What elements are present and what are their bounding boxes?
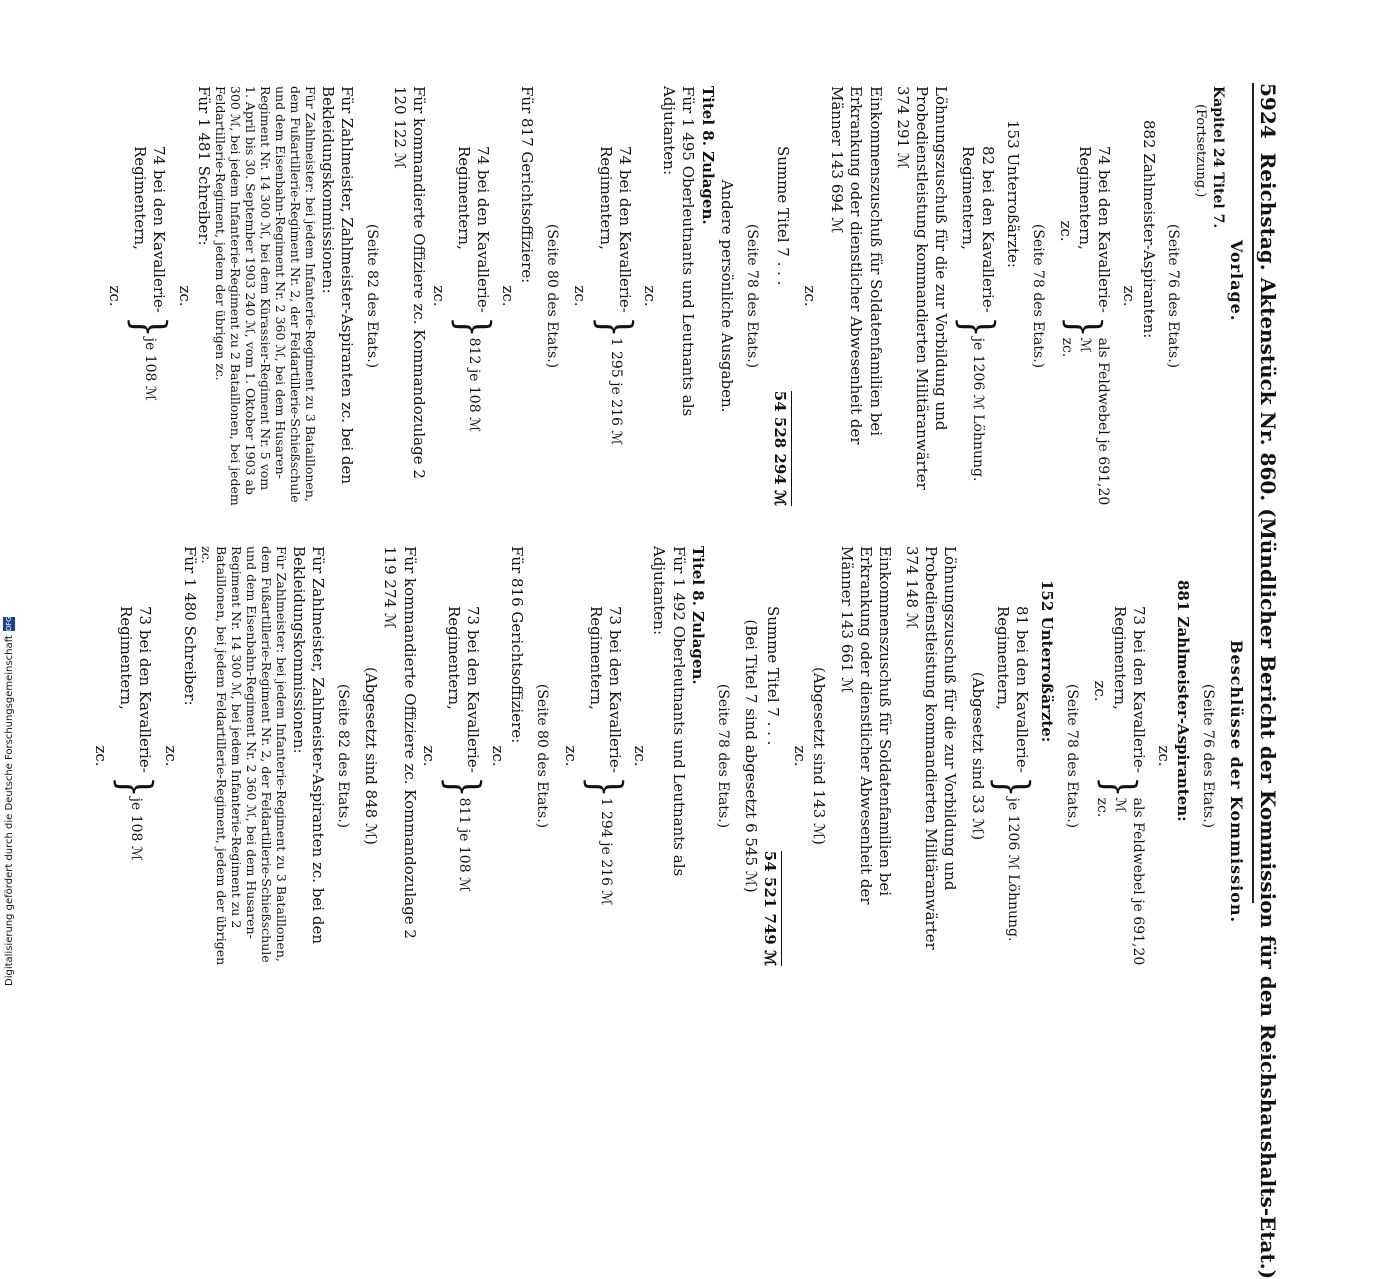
sum-value: 54 521 749 ℳ [760, 851, 782, 966]
brace: } [446, 316, 499, 338]
etc: zc. [419, 745, 438, 767]
page-ref: (Seite 78 des Etats.) [1029, 223, 1046, 369]
bracket-entry [1056, 86, 1114, 506]
page-title: Reichstag. Aktenstück Nr. 860. (Mündlicher Bericht der Kommission für den Reichshaushalts-Etat.) [1256, 152, 1280, 1279]
section-heading: Andere persönliche Ausgaben. [717, 179, 736, 413]
entry-text: Für Zahlmeister, Zahlmeister-Aspiranten zc. bei den Bekleidungskommissionen: [318, 86, 357, 485]
etc: zc. [1056, 220, 1075, 242]
bracket-entry [436, 546, 489, 966]
etc: zc. [106, 285, 124, 307]
brace: } [588, 316, 641, 338]
page-number: 5924 [1256, 83, 1280, 139]
brace: } [436, 776, 489, 798]
page-ref: (Seite 80 des Etats.) [544, 223, 561, 369]
titel-heading: Titel 8. Zulagen. [688, 546, 707, 685]
entry-lhs: 74 bei den Kavallerie-Regimentern, [131, 146, 169, 313]
etc: zc. [561, 745, 580, 767]
etc: zc. [161, 745, 180, 767]
entry-lhs: 73 bei den Kavallerie-Regimentern, [586, 606, 624, 773]
etc: zc. [175, 285, 194, 307]
etc: zc. [641, 285, 659, 307]
page-ref: (Seite 78 des Etats.) [1064, 683, 1081, 829]
page-header [1252, 83, 1280, 1279]
entry-rhs: 1 294 je 216 ℳ [597, 797, 614, 906]
sum-row [770, 86, 792, 506]
entry-rhs: 811 je 108 ℳ [455, 797, 472, 893]
entry-lhs: 73 bei den Kavallerie-Regimentern, [117, 606, 155, 773]
etc: zc. [499, 285, 518, 307]
etc: zc. [1059, 337, 1076, 358]
entry-rhs: je 108 ℳ [142, 337, 159, 401]
titel-heading: Titel 8. Zulagen. [698, 86, 717, 225]
note: (Abgesetzt sind 143 ℳ) [810, 667, 829, 845]
bracket-entry [1090, 546, 1148, 966]
etc: zc. [1154, 745, 1173, 767]
brace: } [951, 316, 1004, 338]
note: (Bei Titel 7 sind abgesetzt 6 545 ℳ) [741, 619, 760, 893]
fortsetzung: (Fortsetzung.) [1193, 104, 1209, 198]
etc: zc. [571, 285, 590, 307]
left-column [105, 86, 1226, 506]
einkommen-text: Einkommenszuschuß für Soldatenfamilien bei Erkrankung oder dienstlicher Abwesenheit der Männer 143 694 ℳ [828, 86, 885, 445]
entry-lhs: 81 bei den Kavallerie-Regimentern, [993, 606, 1032, 773]
kapitel-heading: Kapitel 24 Titel 7. [1210, 86, 1226, 229]
bracket-entry [109, 546, 162, 966]
loehnung-text: Löhnungszuschuß für die zur Vorbildung und Probedienstleistung kommandierten Militäranwärter 374 148 ℳ [903, 546, 960, 950]
etc: zc. [801, 285, 820, 307]
bracket-entry [578, 546, 631, 966]
etc: zc. [791, 745, 810, 767]
entry-rhs: je 1206 ℳ Löhnung. [1004, 797, 1021, 942]
entry-heading: Für 816 Gerichtsoffiziere: [508, 546, 527, 744]
entry-heading: 152 Unterroßärzte: [1038, 580, 1057, 743]
entry-lhs: 74 bei den Kavallerie-Regimentern, [596, 146, 634, 313]
entry-heading: Für 1 480 Schreiber: [180, 546, 199, 706]
entry-lhs: 73 bei den Kavallerie-Regimentern, [444, 606, 483, 773]
etc: zc. [91, 745, 110, 767]
sum-value: 54 528 294 ℳ [770, 391, 792, 506]
sum-row [760, 546, 782, 966]
etc: zc. [489, 745, 508, 767]
entry-heading: Für 1 481 Schreiber: [194, 86, 213, 246]
funding-text: Digitalisierung gefördert durch die Deutsche Forschungsgemeinschaft [3, 635, 15, 986]
right-column-heading: Beschlüsse der Kommission. [1227, 640, 1246, 924]
entry-text: Für 1 495 Oberleutnants und Leutnants als Adjutanten: [660, 86, 698, 417]
bracket-entry [123, 86, 176, 506]
page-ref: (Seite 76 des Etats.) [1200, 683, 1216, 829]
bracket-entry [985, 546, 1038, 966]
entry-text: Für Zahlmeister, Zahlmeister-Aspiranten zc. bei den Bekleidungskommissionen: [289, 546, 328, 945]
dfg-logo: DFG [5, 616, 13, 632]
brace: } [1058, 316, 1111, 338]
brace: } [123, 316, 176, 338]
page-ref: (Seite 82 des Etats.) [335, 683, 351, 829]
etc: zc. [1093, 797, 1110, 818]
entry-text: Für kommandierte Offiziere zc. Kommandozulage 2 119 274 ℳ [381, 546, 419, 939]
page-ref: (Seite 76 des Etats.) [1165, 223, 1182, 369]
loehnung-text: Löhnungszuschuß für die zur Vorbildung und Probedienstleistung kommandierten Militäranwärter 374 291 ℳ [893, 86, 951, 490]
entry-heading: 881 Zahlmeister-Aspiranten: [1174, 580, 1193, 822]
entry-heading: Für 817 Gerichtsoffiziere: [518, 86, 537, 284]
bracket-entry [446, 86, 499, 506]
entry-lhs: 73 bei den Kavallerie-Regimentern, [1110, 606, 1148, 773]
entry-rhs: je 108 ℳ [128, 797, 145, 861]
page-ref: (Seite 80 des Etats.) [534, 683, 551, 829]
right-column [91, 546, 1226, 966]
etc: zc. [1091, 680, 1110, 702]
left-column-heading: Vorlage. [1227, 240, 1246, 322]
sum-label: Summe Titel 7 . . . [764, 606, 782, 746]
brace: } [1092, 776, 1145, 798]
etc: zc. [631, 745, 650, 767]
entry-text: Für kommandierte Offiziere zc. Kommandozulage 2 120 122 ℳ [391, 86, 429, 479]
entry-small-text: Für Zahlmeister: bei jedem Infanterie-Regiment zu 3 Bataillonen, dem Fußartillerie-Regiment Nr. 2, der Feldartillerie-Schießschule und dem Eisenbahn-Regiment Nr. 2 360 ℳ, bei dem Husaren-Regiment Nr. 14 300 ℳ, bei jedem Infanterie-Regiment zu 2 Bataillonen, bei jedem Feldartillerie-Regiment, jedem der übrigen zc. [198, 546, 289, 966]
entry-rhs: als Feldwebel je 691,20 ℳ [1111, 797, 1146, 966]
page-ref: (Seite 78 des Etats.) [743, 223, 760, 369]
page-ref: (Seite 82 des Etats.) [364, 223, 381, 369]
entry-lhs: 74 bei den Kavallerie-Regimentern, [1076, 146, 1114, 313]
etc: zc. [1120, 285, 1139, 307]
bracket-entry [588, 86, 641, 506]
sum-label: Summe Titel 7 . . . [773, 146, 792, 286]
entry-text: Für 1 492 Oberleutnants und Leutnants als Adjutanten: [650, 546, 688, 877]
page-ref: (Seite 78 des Etats.) [714, 683, 731, 829]
einkommen-text: Einkommenszuschuß für Soldatenfamilien bei Erkrankung oder dienstlicher Abwesenheit der Männer 143 661 ℳ [837, 546, 894, 905]
etc: zc. [429, 285, 448, 307]
entry-lhs: 74 bei den Kavallerie-Regimentern, [454, 146, 492, 313]
entry-rhs: je 1206 ℳ Löhnung. [970, 337, 987, 482]
entry-heading: 153 Unterroßärzte: [1003, 120, 1022, 268]
entry-small-text: Für Zahlmeister: bei jedem Infanterie-Regiment zu 3 Bataillonen, dem Fußartillerie-Regiment Nr. 2, der Feldartillerie-Schießschule und dem Eisenbahn-Regiment Nr. 2 360 ℳ, bei dem Husaren-Regiment Nr. 14 300 ℳ, bei dem Kürassier-Regiment Nr. 5 vom 1. April bis 30. September 1903 240 ℳ, vom 1. Oktober 1903 ab 300 ℳ, bei jedem Infanterie-Regiment zu 2 Bataillonen, bei jedem Feldartillerie-Regiment, jedem der übrigen zc. [212, 86, 318, 506]
funding-footer [2, 596, 16, 986]
entry-rhs: 1 295 je 216 ℳ [607, 337, 624, 446]
entry-lhs: 82 bei den Kavallerie-Regimentern, [959, 146, 997, 313]
entry-rhs: als Feldwebel je 691,20 ℳ [1077, 337, 1112, 506]
brace: } [985, 776, 1038, 798]
brace: } [109, 776, 162, 798]
bracket-entry [951, 86, 1004, 506]
note: (Abgesetzt sind 33 ℳ) [968, 671, 987, 841]
entry-rhs: 812 je 108 ℳ [465, 337, 482, 433]
note: (Abgesetzt sind 848 ℳ) [362, 667, 381, 845]
brace: } [578, 776, 631, 798]
entry-heading: 882 Zahlmeister-Aspiranten: [1139, 120, 1158, 339]
